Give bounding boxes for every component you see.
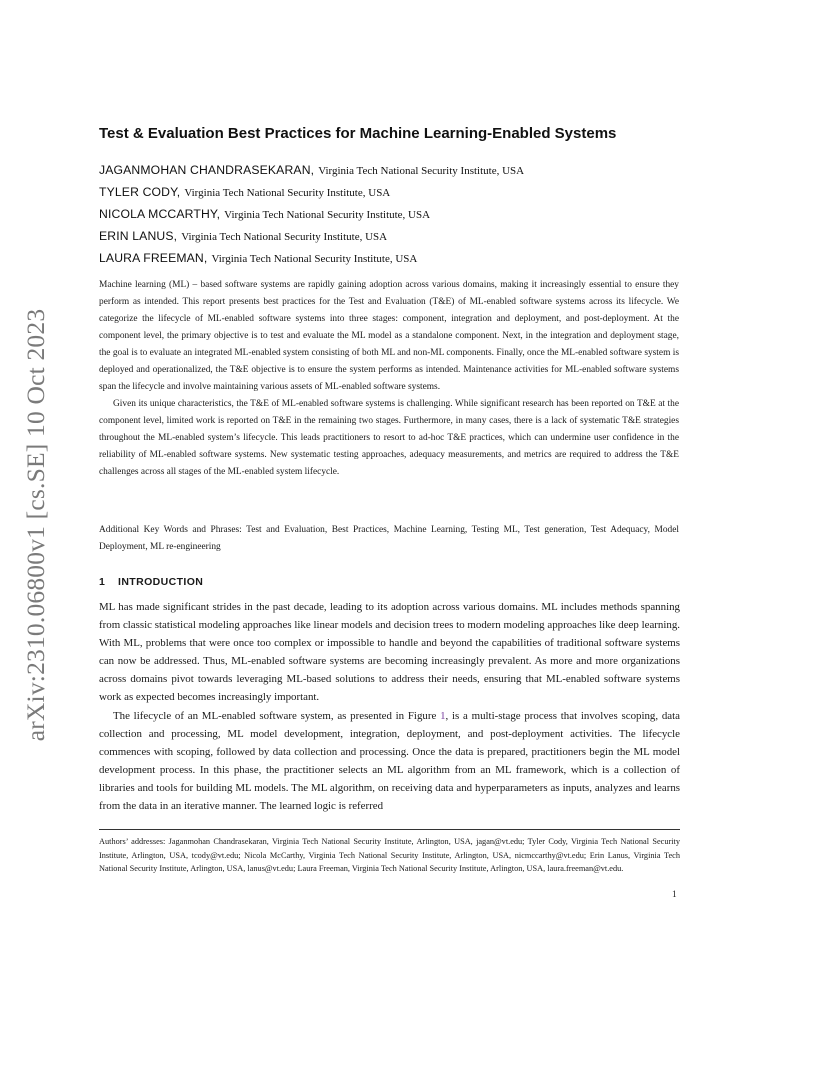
abstract-paragraph: Machine learning (ML) – based software systems are rapidly gaining adoption across various domains, making it increasingly essential to ensure they perform as intended. This report presents best practices for the Test and Evaluation (T&E) of ML-enabled software systems across its lifecycle. We categorize the lifecycle of ML-enabled software systems into three stages: component, integration and deployment, and post-deployment. At the component level, the primary objective is to test and evaluate the ML model as a standalone component. Next, in the integration and deployment stage, the goal is to evaluate an integrated ML-enabled system consisting of both ML and non-ML components. Finally, once the ML-enabled software system is deployed and operationalized, the T&E objective is to ensure the system performs as intended. Maintenance activities for ML-enabled software systems span the lifecycle and involve maintaining various assets of ML-enabled software systems. <box>99 280 679 392</box>
body-text: The lifecycle of an ML-enabled software system, as presented in Figure <box>113 709 441 722</box>
author-affiliation: Virginia Tech National Security Institute, USA <box>181 231 388 243</box>
page-number: 1 <box>672 890 677 900</box>
introduction-body <box>99 598 680 815</box>
arxiv-identifier: arXiv:2310.06800v1 [cs.SE] 10 Oct 2023 <box>21 308 50 742</box>
abstract <box>99 277 679 481</box>
body-paragraph <box>99 707 680 816</box>
author-name: LAURA FREEMAN, <box>99 251 208 265</box>
author-affiliation: Virginia Tech National Security Institute, USA <box>224 209 431 221</box>
author-name: TYLER CODY, <box>99 185 181 199</box>
author-entry <box>99 159 699 181</box>
author-name: ERIN LANUS, <box>99 229 178 243</box>
author-entry <box>99 203 699 225</box>
paper-title: Test & Evaluation Best Practices for Machine Learning-Enabled Systems <box>99 125 617 142</box>
author-list <box>99 159 699 269</box>
keywords: Additional Key Words and Phrases: Test and Evaluation, Best Practices, Machine Learning, Testing ML, Test generation, Test Adequacy, Model Deployment, ML re-engineering <box>99 525 679 552</box>
body-text: , is a multi-stage process that involves scoping, data collection and processing, ML model development, integration, deployment, and post-deployment activities. The lifecycle commences with scoping, followed by data collection and processing. Once the data is prepared, practitioners begin the ML model development process. In this phase, the practitioner selects an ML algorithm from an ML framework, which is a collection of libraries and tools for building ML models. The ML algorithm, on receiving data and hyperparameters as inputs, analyzes and learns from the data in an iterative manner. The learned logic is referred <box>99 709 680 813</box>
author-affiliation: Virginia Tech National Security Institute, USA <box>318 165 525 177</box>
author-entry <box>99 181 699 203</box>
section-title: INTRODUCTION <box>118 576 204 588</box>
author-name: NICOLA MCCARTHY, <box>99 207 221 221</box>
author-entry <box>99 247 699 269</box>
authors-addresses-footnote: Authors’ addresses: Jaganmohan Chandrasekaran, Virginia Tech National Security Institute, Arlington, USA, jagan@vt.edu; Tyler Cody, Virginia Tech National Security Institute, Arlington, USA, tcody@vt.edu; Nicola McCarthy, Virginia Tech National Security Institute, Arlington, USA, nicmccarthy@vt.edu; Erin Lanus, Virginia Tech National Security Institute, Arlington, USA, lanus@vt.edu; Laura Freeman, Virginia Tech National Security Institute, Arlington, USA, laura.freeman@vt.edu. <box>99 837 680 874</box>
body-paragraph: ML has made significant strides in the past decade, leading to its adoption across various domains. ML includes methods spanning from classic statistical modeling approaches like linear models and decision trees to modern modeling approaches like deep learning. With ML, problems that were once too complex or impossible to handle and beyond the capabilities of traditional software systems can now be addressed. Thus, ML-enabled software systems are becoming increasingly prevalent. As more and more organizations across domains pivot towards leveraging ML-based solutions to address their needs, ensuring that ML-enabled software systems work as expected becomes increasingly important. <box>99 601 680 704</box>
author-entry <box>99 225 699 247</box>
author-name: JAGANMOHAN CHANDRASEKARAN, <box>99 163 315 177</box>
author-affiliation: Virginia Tech National Security Institute, USA <box>211 253 418 265</box>
section-number: 1 <box>99 576 106 588</box>
author-affiliation: Virginia Tech National Security Institute, USA <box>184 187 391 199</box>
abstract-paragraph: Given its unique characteristics, the T&E of ML-enabled software systems is challenging. While significant research has been reported on T&E at the component level, limited work is reported on T&E in the remaining two stages. Furthermore, in many cases, there is a lack of systematic T&E strategies throughout the ML-enabled system’s lifecycle. This leads practitioners to resort to ad-hoc T&E practices, which can undermine user confidence in the reliability of ML-enabled software systems. New systematic testing approaches, adequacy measurements, and metrics are required to address the T&E challenges across all stages of the ML-enabled system lifecycle. <box>99 399 679 477</box>
footnote-divider <box>99 829 680 830</box>
figure-reference-link[interactable]: 1 <box>440 709 446 722</box>
section-heading <box>99 576 203 588</box>
